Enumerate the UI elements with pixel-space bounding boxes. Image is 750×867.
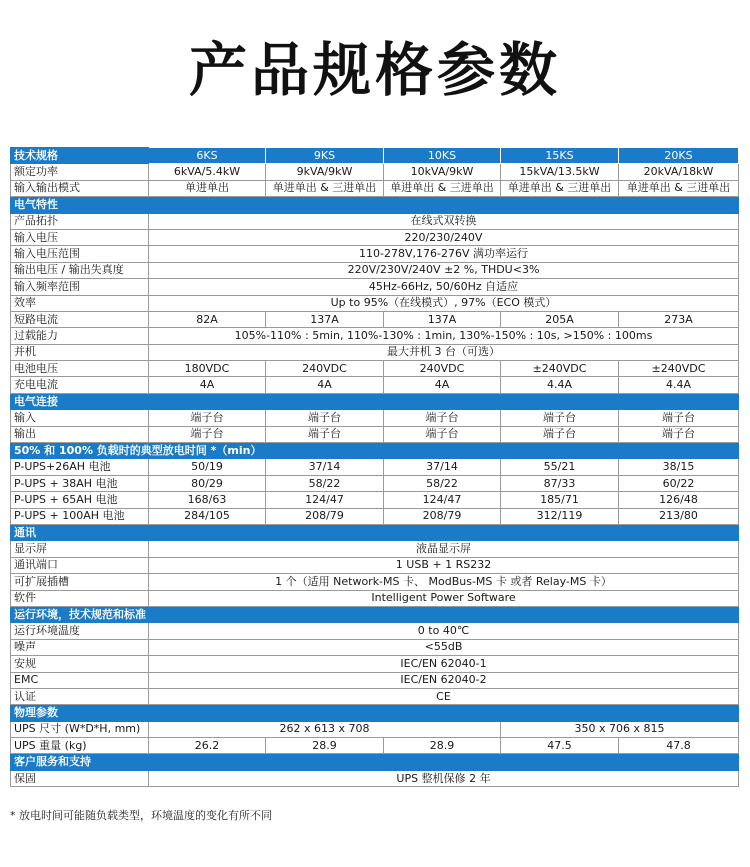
row-value: 213/80 <box>619 508 739 524</box>
section-header-row <box>11 443 739 459</box>
row-value: 10kVA/9kW <box>384 164 501 180</box>
row-value: 284/105 <box>149 508 266 524</box>
row-value: 137A <box>266 311 384 327</box>
table-row <box>11 672 739 688</box>
row-value: 110-278V,176-276V 满功率运行 <box>149 246 739 262</box>
row-value: 端子台 <box>384 426 501 442</box>
table-row <box>11 770 739 786</box>
section-title: 电气连接 <box>11 393 739 409</box>
row-value: 端子台 <box>501 426 619 442</box>
table-row <box>11 688 739 704</box>
section-title: 电气特性 <box>11 197 739 213</box>
row-value: 单进单出 <box>149 180 266 196</box>
table-row <box>11 541 739 557</box>
table-row <box>11 377 739 393</box>
row-value: 220/230/240V <box>149 229 739 245</box>
row-value: 4A <box>384 377 501 393</box>
row-label: UPS 重量 (kg) <box>11 738 149 754</box>
row-value: 45Hz-66Hz, 50/60Hz 自适应 <box>149 279 739 295</box>
table-row <box>11 574 739 590</box>
row-label: 安规 <box>11 656 149 672</box>
header-label: 技术规格 <box>11 148 149 164</box>
row-value: 185/71 <box>501 492 619 508</box>
table-row <box>11 213 739 229</box>
row-value: 47.5 <box>501 738 619 754</box>
row-value: 15kVA/13.5kW <box>501 164 619 180</box>
footnote: * 放电时间可能随负载类型，环境温度的变化有所不同 <box>10 809 272 822</box>
row-value: 126/48 <box>619 492 739 508</box>
row-label: P-UPS + 38AH 电池 <box>11 475 149 491</box>
row-value: 37/14 <box>384 459 501 475</box>
row-value: Up to 95%（在线模式）, 97%（ECO 模式） <box>149 295 739 311</box>
row-value: 350 x 706 x 815 <box>501 721 739 737</box>
section-title: 50% 和 100% 负载时的典型放电时间 *（min） <box>11 443 739 459</box>
table-row <box>11 229 739 245</box>
row-value: 0 to 40℃ <box>149 623 739 639</box>
row-label: 充电电流 <box>11 377 149 393</box>
row-value: 1 USB + 1 RS232 <box>149 557 739 573</box>
table-row <box>11 475 739 491</box>
model-header: 15KS <box>501 148 619 164</box>
table-row <box>11 311 739 327</box>
table-row <box>11 426 739 442</box>
row-value: UPS 整机保修 2 年 <box>149 770 739 786</box>
row-value: 端子台 <box>149 410 266 426</box>
row-value: 80/29 <box>149 475 266 491</box>
model-header: 10KS <box>384 148 501 164</box>
row-label: 运行环境温度 <box>11 623 149 639</box>
row-value: 26.2 <box>149 738 266 754</box>
row-value: 端子台 <box>266 410 384 426</box>
row-value: 262 x 613 x 708 <box>149 721 501 737</box>
table-row <box>11 656 739 672</box>
section-header-row <box>11 754 739 770</box>
row-value: 58/22 <box>384 475 501 491</box>
row-value: 最大并机 3 台（可选） <box>149 344 739 360</box>
row-value: 4.4A <box>501 377 619 393</box>
table-row <box>11 328 739 344</box>
table-row <box>11 246 739 262</box>
row-value: 240VDC <box>266 361 384 377</box>
row-value: 180VDC <box>149 361 266 377</box>
table-row <box>11 557 739 573</box>
row-value: 6kVA/5.4kW <box>149 164 266 180</box>
row-label: 输入电压范围 <box>11 246 149 262</box>
row-value: 37/14 <box>266 459 384 475</box>
row-label: 通讯端口 <box>11 557 149 573</box>
row-label: 产品拓扑 <box>11 213 149 229</box>
row-label: 输入输出模式 <box>11 180 149 196</box>
row-label: 电池电压 <box>11 361 149 377</box>
row-value: 208/79 <box>266 508 384 524</box>
row-value: 端子台 <box>149 426 266 442</box>
row-label: 输出电压 / 输出失真度 <box>11 262 149 278</box>
section-header-row <box>11 705 739 721</box>
row-label: 过载能力 <box>11 328 149 344</box>
section-header-row <box>11 197 739 213</box>
row-value: CE <box>149 688 739 704</box>
row-value: 55/21 <box>501 459 619 475</box>
row-value: 124/47 <box>266 492 384 508</box>
section-title: 运行环境，技术规范和标准 <box>11 606 739 622</box>
section-title: 物理参数 <box>11 705 739 721</box>
row-value: 28.9 <box>266 738 384 754</box>
row-value: 4A <box>266 377 384 393</box>
row-label: 短路电流 <box>11 311 149 327</box>
row-value: 端子台 <box>266 426 384 442</box>
row-value: 82A <box>149 311 266 327</box>
table-row <box>11 639 739 655</box>
row-value: 在线式双转换 <box>149 213 739 229</box>
table-row <box>11 459 739 475</box>
row-value: 液晶显示屏 <box>149 541 739 557</box>
row-label: 输入频率范围 <box>11 279 149 295</box>
row-label: P-UPS + 65AH 电池 <box>11 492 149 508</box>
row-label: 软件 <box>11 590 149 606</box>
row-label: UPS 尺寸 (W*D*H, mm) <box>11 721 149 737</box>
table-row <box>11 721 739 737</box>
section-title: 通讯 <box>11 524 739 540</box>
table-row <box>11 164 739 180</box>
table-row <box>11 262 739 278</box>
model-header: 20KS <box>619 148 739 164</box>
table-row <box>11 361 739 377</box>
row-value: 87/33 <box>501 475 619 491</box>
row-value: 28.9 <box>384 738 501 754</box>
row-label: P-UPS+26AH 电池 <box>11 459 149 475</box>
row-value: 端子台 <box>619 410 739 426</box>
row-label: 保固 <box>11 770 149 786</box>
table-row <box>11 623 739 639</box>
row-value: 208/79 <box>384 508 501 524</box>
row-label: 效率 <box>11 295 149 311</box>
table-row <box>11 738 739 754</box>
row-value: 205A <box>501 311 619 327</box>
model-header: 6KS <box>149 148 266 164</box>
row-value: 38/15 <box>619 459 739 475</box>
row-label: 输出 <box>11 426 149 442</box>
row-value: Intelligent Power Software <box>149 590 739 606</box>
row-label: P-UPS + 100AH 电池 <box>11 508 149 524</box>
row-label: 可扩展插槽 <box>11 574 149 590</box>
row-value: 168/63 <box>149 492 266 508</box>
row-value: 单进单出 & 三进单出 <box>619 180 739 196</box>
table-row <box>11 279 739 295</box>
row-value: 58/22 <box>266 475 384 491</box>
row-value: 端子台 <box>501 410 619 426</box>
table-row <box>11 492 739 508</box>
row-value: 单进单出 & 三进单出 <box>384 180 501 196</box>
row-label: 认证 <box>11 688 149 704</box>
table-header-row <box>11 148 739 164</box>
row-value: 240VDC <box>384 361 501 377</box>
row-value: 单进单出 & 三进单出 <box>501 180 619 196</box>
model-header: 9KS <box>266 148 384 164</box>
row-label: 输入 <box>11 410 149 426</box>
row-value: 137A <box>384 311 501 327</box>
row-label: EMC <box>11 672 149 688</box>
table-row <box>11 295 739 311</box>
table-row <box>11 344 739 360</box>
row-label: 并机 <box>11 344 149 360</box>
row-value: ±240VDC <box>501 361 619 377</box>
row-value: IEC/EN 62040-1 <box>149 656 739 672</box>
row-value: 4.4A <box>619 377 739 393</box>
row-value: 273A <box>619 311 739 327</box>
table-row <box>11 590 739 606</box>
spec-table <box>10 147 739 787</box>
row-value: 1 个（适用 Network-MS 卡、 ModBus-MS 卡 或者 Relay-MS 卡） <box>149 574 739 590</box>
section-header-row <box>11 524 739 540</box>
row-value: ±240VDC <box>619 361 739 377</box>
row-value: 60/22 <box>619 475 739 491</box>
row-value: 124/47 <box>384 492 501 508</box>
section-title: 客户服务和支持 <box>11 754 739 770</box>
row-value: 105%-110% : 5min, 110%-130% : 1min, 130%-150% : 10s, >150% : 100ms <box>149 328 739 344</box>
section-header-row <box>11 606 739 622</box>
row-value: 单进单出 & 三进单出 <box>266 180 384 196</box>
section-header-row <box>11 393 739 409</box>
page-title: 产品规格参数 <box>188 36 561 104</box>
table-row <box>11 410 739 426</box>
row-value: <55dB <box>149 639 739 655</box>
row-value: 220V/230V/240V ±2 %, THDU<3% <box>149 262 739 278</box>
row-value: 4A <box>149 377 266 393</box>
table-row <box>11 508 739 524</box>
row-label: 额定功率 <box>11 164 149 180</box>
row-label: 噪声 <box>11 639 149 655</box>
row-label: 输入电压 <box>11 229 149 245</box>
row-value: 312/119 <box>501 508 619 524</box>
row-value: 50/19 <box>149 459 266 475</box>
row-value: 20kVA/18kW <box>619 164 739 180</box>
row-value: 47.8 <box>619 738 739 754</box>
row-value: 9kVA/9kW <box>266 164 384 180</box>
table-row <box>11 180 739 196</box>
row-value: 端子台 <box>384 410 501 426</box>
row-value: 端子台 <box>619 426 739 442</box>
row-label: 显示屏 <box>11 541 149 557</box>
row-value: IEC/EN 62040-2 <box>149 672 739 688</box>
